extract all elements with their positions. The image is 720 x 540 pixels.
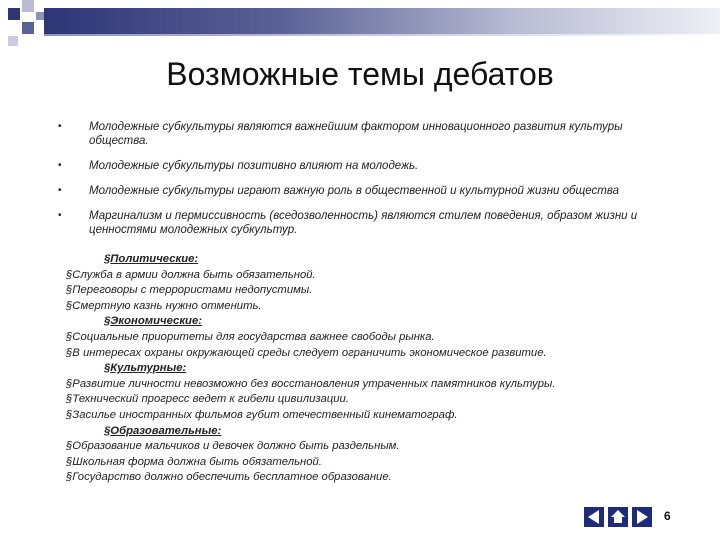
- bullet-marker: •: [58, 210, 62, 221]
- topic-marker: §: [66, 299, 73, 312]
- topic-marker: §: [66, 393, 73, 406]
- topic-marker: §: [104, 315, 111, 328]
- topic-marker: §: [66, 455, 73, 468]
- topic-marker: §: [104, 253, 111, 265]
- bullet-item: [58, 159, 668, 173]
- bullet-marker: •: [58, 121, 62, 132]
- topic-heading-text: Культурные:: [110, 362, 187, 375]
- header-bar: [44, 8, 720, 34]
- topic-item: [66, 330, 686, 346]
- topic-item-text: Переговоры с террористами недопустимы.: [72, 284, 313, 297]
- bullet-item: [58, 120, 668, 148]
- topic-item: [66, 299, 686, 315]
- topic-item: [66, 346, 686, 362]
- topic-item-text: Развитие личности невозможно без восстановления утраченных памятников культуры.: [72, 377, 556, 390]
- topic-marker: §: [66, 377, 73, 390]
- topic-heading: [66, 314, 686, 330]
- topic-item-text: Государство должно обеспечить бесплатное образование.: [72, 471, 392, 484]
- bullet-list: [58, 120, 668, 248]
- page-number: 6: [664, 509, 671, 523]
- topic-item-text: Технический прогресс ведет к гибели цивилизации.: [72, 393, 349, 406]
- topic-marker: §: [66, 440, 73, 453]
- topic-item-text: Засилье иностранных фильмов губит отечественный кинематограф.: [72, 408, 458, 421]
- topic-item: [66, 377, 686, 393]
- arrow-right-icon[interactable]: [632, 507, 652, 527]
- topic-item: [66, 268, 686, 284]
- bullet-item: [58, 184, 668, 198]
- topic-heading: [66, 361, 686, 377]
- bullet-text: Молодежные субкультуры играют важную роль в общественной и культурной жизни общества: [89, 185, 620, 197]
- topic-item: [66, 408, 686, 424]
- topic-heading: [66, 424, 686, 440]
- topic-marker: §: [66, 268, 73, 281]
- topic-item: [66, 455, 686, 471]
- topic-heading-text: Образовательные:: [110, 424, 222, 437]
- topic-item-text: Социальные приоритеты для государства важнее свободы рынка.: [72, 330, 435, 343]
- topic-marker: §: [66, 284, 73, 297]
- bullet-marker: •: [58, 185, 62, 196]
- topic-marker: §: [66, 471, 73, 484]
- topic-item-text: Школьная форма должна быть обязательной.: [72, 455, 322, 468]
- topic-item-text: Смертную казнь нужно отменить.: [72, 299, 262, 312]
- topic-marker: §: [66, 330, 73, 343]
- header-bar-shadow: [44, 34, 720, 36]
- topic-marker: §: [104, 362, 111, 375]
- topic-item-text: Образование мальчиков и девочек должно быть раздельным.: [72, 440, 400, 453]
- topic-item-text: В интересах охраны окружающей среды следует ограничить экономическое развитие.: [72, 346, 547, 359]
- topic-item: [66, 439, 686, 455]
- arrow-left-icon[interactable]: [584, 507, 604, 527]
- topic-marker: §: [104, 424, 111, 437]
- topic-heading-text: Экономические:: [110, 315, 202, 328]
- bullet-item: [58, 209, 668, 237]
- bullet-text: Маргинализм и пермиссивность (вседозволенность) являются стилем поведения, образом жизни и ценностями молодежных субкультур.: [89, 210, 638, 236]
- page-title: Возможные темы дебатов: [166, 56, 554, 92]
- bullet-text: Молодежные субкультуры являются важнейшим фактором инновационного развития культуры общества.: [89, 121, 623, 147]
- bullet-marker: •: [58, 160, 62, 171]
- topic-heading-text: Политические:: [110, 253, 199, 265]
- topic-heading: [66, 252, 686, 268]
- topics-list: [66, 252, 686, 486]
- home-icon[interactable]: [608, 507, 628, 527]
- topic-marker: §: [66, 346, 73, 359]
- topic-marker: §: [66, 408, 73, 421]
- topic-item-text: Служба в армии должна быть обязательной.: [72, 268, 316, 281]
- topic-item: [66, 470, 686, 486]
- topic-item: [66, 392, 686, 408]
- bullet-text: Молодежные субкультуры позитивно влияют на молодежь.: [89, 160, 419, 172]
- topic-item: [66, 283, 686, 299]
